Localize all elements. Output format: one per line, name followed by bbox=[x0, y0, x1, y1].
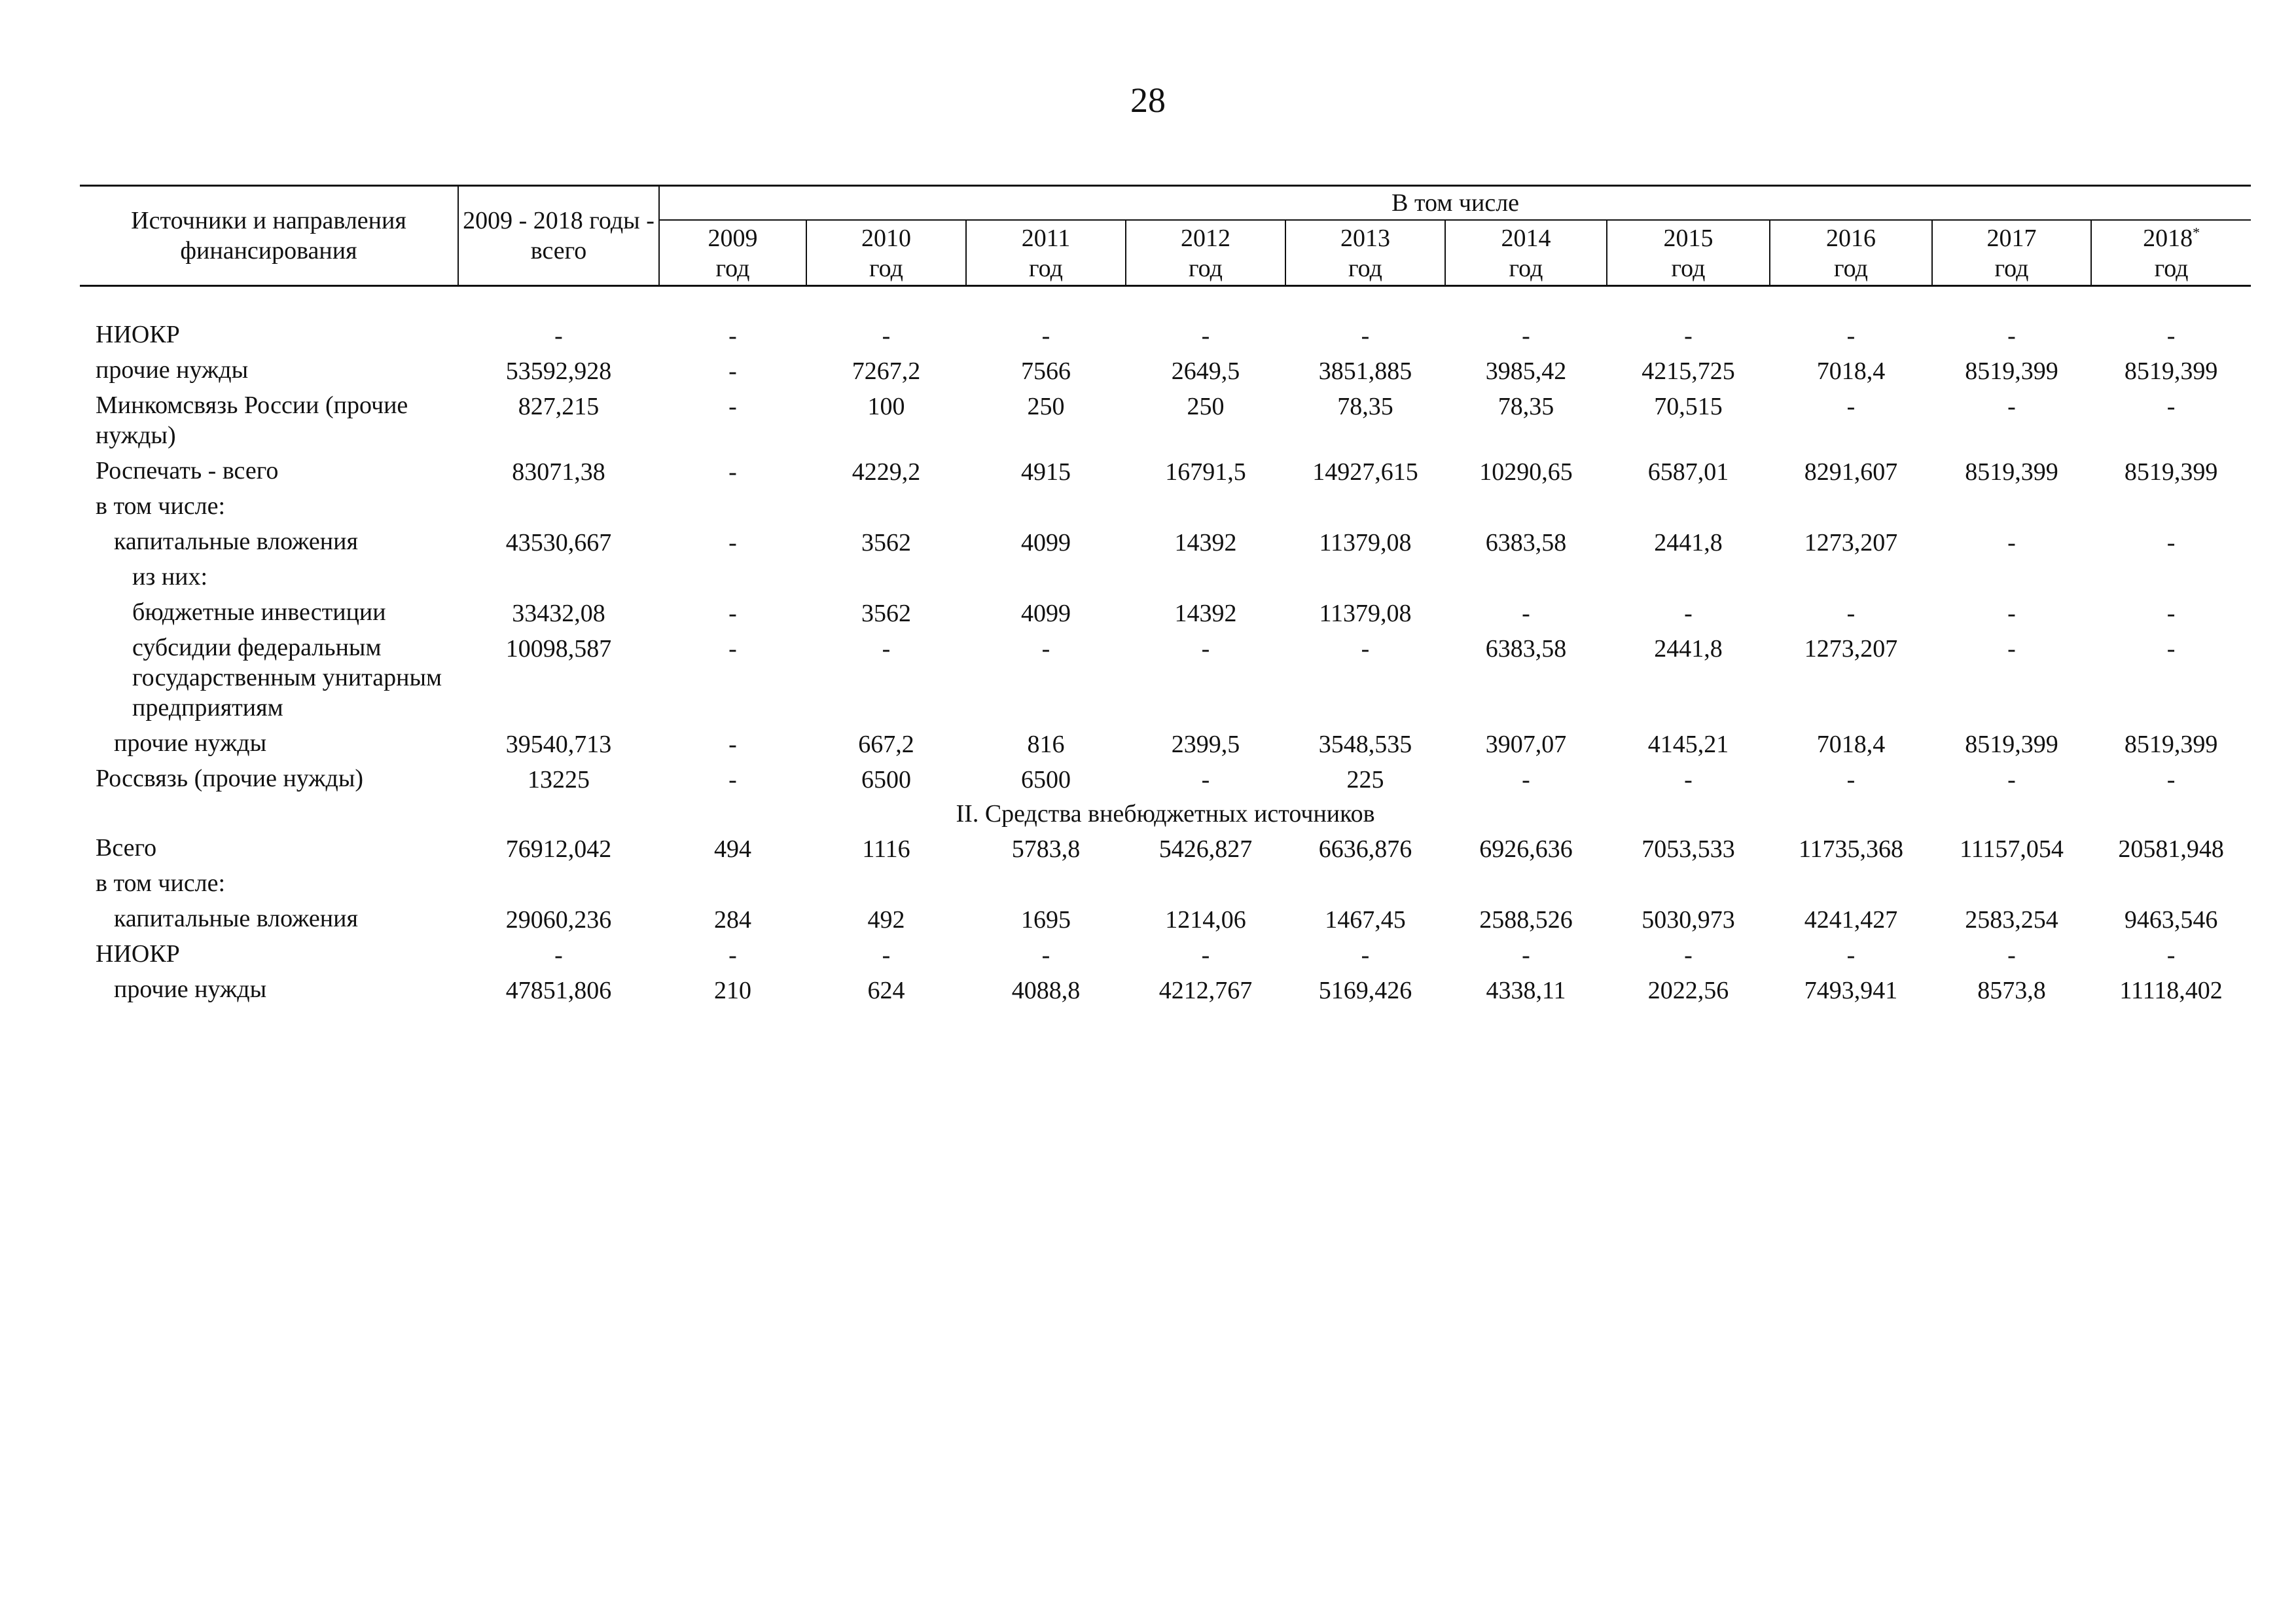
cell-year-2011: 4915 bbox=[1021, 458, 1071, 486]
cell-year-2018: 8519,399 bbox=[2124, 458, 2218, 486]
table-row bbox=[80, 629, 2251, 724]
cell-year-2009: - bbox=[728, 529, 737, 556]
cell-total: 83071,38 bbox=[512, 458, 605, 486]
cell-year-2011 bbox=[966, 487, 1126, 522]
cell-year-2012 bbox=[1126, 558, 1285, 593]
row-label: в том числе: bbox=[96, 869, 226, 897]
cell-year-2011: 4088,8 bbox=[1011, 977, 1081, 1004]
cell-year-2011 bbox=[966, 864, 1126, 900]
cell-year-2012: 14392 bbox=[1174, 529, 1237, 556]
header-year-label: 2010 bbox=[861, 225, 911, 252]
header-year-2017 bbox=[1932, 220, 2091, 253]
header-source: Источники и направления финансирования bbox=[80, 186, 458, 286]
cell-year-2017 bbox=[1932, 864, 2091, 900]
cell-year-2012: 2399,5 bbox=[1171, 731, 1240, 758]
cell-year-2017: - bbox=[2007, 393, 2016, 420]
cell-year-2013: 78,35 bbox=[1337, 393, 1393, 420]
cell-year-2012 bbox=[1126, 487, 1285, 522]
cell-total: - bbox=[554, 322, 563, 350]
cell-year-2013: 11379,08 bbox=[1319, 600, 1412, 627]
cell-year-2010 bbox=[806, 558, 966, 593]
cell-year-2010: 1116 bbox=[862, 835, 910, 863]
cell-year-2009: 494 bbox=[714, 835, 751, 863]
header-year-2009 bbox=[659, 220, 806, 253]
cell-year-2014 bbox=[1445, 864, 1607, 900]
cell-year-2014: 4338,11 bbox=[1486, 977, 1566, 1004]
cell-year-2017: 8519,399 bbox=[1965, 357, 2058, 385]
cell-year-2018: 8519,399 bbox=[2124, 357, 2218, 385]
cell-year-2011: 816 bbox=[1027, 731, 1065, 758]
cell-year-2013: 5169,426 bbox=[1318, 977, 1412, 1004]
cell-year-2009: - bbox=[728, 635, 737, 663]
cell-year-2016: - bbox=[1846, 941, 1856, 969]
table-row bbox=[80, 724, 2251, 759]
cell-year-2014: 3985,42 bbox=[1485, 357, 1567, 385]
page-number: 28 bbox=[1130, 81, 1166, 120]
cell-total: 43530,667 bbox=[505, 529, 612, 556]
table-header bbox=[80, 186, 2251, 286]
cell-year-2013: 3548,535 bbox=[1318, 731, 1412, 758]
cell-year-2018: 11118,402 bbox=[2119, 977, 2223, 1004]
cell-year-2014 bbox=[1445, 487, 1607, 522]
cell-year-2009 bbox=[659, 487, 806, 522]
cell-year-2017: - bbox=[2007, 635, 2016, 663]
header-year-label: 2012 bbox=[1181, 225, 1230, 252]
table-row bbox=[80, 864, 2251, 900]
row-label: НИОКР bbox=[96, 321, 180, 348]
header-year-label: 2011 bbox=[1021, 225, 1071, 252]
cell-year-2011: - bbox=[1041, 941, 1050, 969]
cell-year-2012: 1214,06 bbox=[1165, 906, 1246, 934]
header-year-label: 2015 bbox=[1663, 225, 1713, 252]
cell-year-2017: 8573,8 bbox=[1977, 977, 2046, 1004]
cell-year-2009: - bbox=[728, 731, 737, 758]
cell-year-2015 bbox=[1607, 487, 1770, 522]
cell-year-2013: 11379,08 bbox=[1319, 529, 1412, 556]
cell-year-2014: 6383,58 bbox=[1485, 529, 1567, 556]
cell-year-2016: 7018,4 bbox=[1816, 357, 1886, 385]
cell-year-2014: - bbox=[1522, 322, 1530, 350]
cell-total: 827,215 bbox=[518, 393, 600, 420]
cell-total: 39540,713 bbox=[505, 731, 612, 758]
row-label: Всего bbox=[96, 834, 157, 862]
cell-year-2013 bbox=[1285, 558, 1445, 593]
cell-year-2012: - bbox=[1201, 322, 1210, 350]
cell-year-2013 bbox=[1285, 487, 1445, 522]
cell-year-2018 bbox=[2091, 487, 2251, 522]
cell-year-2009: - bbox=[728, 600, 737, 627]
header-year-2015 bbox=[1607, 220, 1770, 253]
cell-year-2011: 7566 bbox=[1021, 357, 1071, 385]
header-year-2013 bbox=[1285, 220, 1445, 253]
cell-year-2015: - bbox=[1684, 600, 1693, 627]
cell-year-2010: 7267,2 bbox=[852, 357, 921, 385]
header-year-label: 2017 bbox=[1986, 225, 2037, 252]
cell-year-2015: 7053,533 bbox=[1641, 835, 1735, 863]
cell-total bbox=[458, 487, 659, 522]
cell-year-2010: 4229,2 bbox=[852, 458, 921, 486]
cell-year-2016: 4241,427 bbox=[1804, 906, 1898, 934]
cell-year-2018: - bbox=[2166, 635, 2176, 663]
cell-year-2013: 6636,876 bbox=[1318, 835, 1412, 863]
header-unit-2014: год bbox=[1445, 253, 1607, 286]
cell-year-2011: 5783,8 bbox=[1011, 835, 1081, 863]
table-row bbox=[80, 452, 2251, 487]
cell-year-2015: 2441,8 bbox=[1654, 635, 1723, 663]
cell-year-2018: - bbox=[2166, 766, 2176, 793]
cell-year-2009 bbox=[659, 558, 806, 593]
cell-year-2014: 78,35 bbox=[1498, 393, 1554, 420]
cell-year-2009 bbox=[659, 864, 806, 900]
row-label: прочие нужды bbox=[114, 976, 267, 1003]
cell-total: 33432,08 bbox=[512, 600, 605, 627]
header-year-label: 2016 bbox=[1826, 225, 1876, 252]
cell-year-2010 bbox=[806, 864, 966, 900]
row-label: Минкомсвязь России (прочие нужды) bbox=[96, 392, 408, 449]
section-row bbox=[80, 795, 2251, 829]
cell-total: 47851,806 bbox=[505, 977, 612, 1004]
cell-year-2016 bbox=[1770, 487, 1932, 522]
cell-year-2011: - bbox=[1041, 635, 1050, 663]
cell-year-2017 bbox=[1932, 558, 2091, 593]
row-label: прочие нужды bbox=[96, 356, 249, 384]
cell-year-2015: 2441,8 bbox=[1654, 529, 1723, 556]
cell-year-2018: - bbox=[2166, 529, 2176, 556]
header-total: 2009 - 2018 годы - всего bbox=[458, 186, 659, 286]
header-unit-2011: год bbox=[966, 253, 1126, 286]
header-year-label: 2009 bbox=[708, 225, 758, 252]
header-unit-2015: год bbox=[1607, 253, 1770, 286]
header-year-label: 2014 bbox=[1501, 225, 1551, 252]
cell-year-2018: - bbox=[2166, 393, 2176, 420]
cell-year-2012: 250 bbox=[1187, 393, 1225, 420]
cell-year-2012: - bbox=[1201, 941, 1210, 969]
cell-year-2018 bbox=[2091, 558, 2251, 593]
row-label: капитальные вложения bbox=[114, 528, 358, 555]
cell-total bbox=[458, 864, 659, 900]
cell-total: 13225 bbox=[528, 766, 590, 793]
cell-year-2012 bbox=[1126, 864, 1285, 900]
financing-table bbox=[80, 185, 2251, 1006]
cell-year-2013 bbox=[1285, 864, 1445, 900]
cell-year-2017: - bbox=[2007, 529, 2016, 556]
cell-year-2016: - bbox=[1846, 322, 1856, 350]
table-row bbox=[80, 900, 2251, 935]
row-label: капитальные вложения bbox=[114, 905, 358, 932]
header-unit-2018: год bbox=[2091, 253, 2251, 286]
row-label: субсидии федеральным государственным унитарным предприятиям bbox=[132, 634, 442, 721]
cell-year-2010: - bbox=[882, 635, 891, 663]
cell-year-2014 bbox=[1445, 558, 1607, 593]
cell-year-2016: 1273,207 bbox=[1804, 529, 1898, 556]
cell-year-2013: 3851,885 bbox=[1318, 357, 1412, 385]
cell-year-2018: 9463,546 bbox=[2124, 906, 2218, 934]
cell-year-2014: 3907,07 bbox=[1485, 731, 1567, 758]
cell-year-2013: 14927,615 bbox=[1312, 458, 1418, 486]
cell-year-2010: - bbox=[882, 941, 891, 969]
cell-year-2011: 4099 bbox=[1021, 529, 1071, 556]
cell-year-2016: 1273,207 bbox=[1804, 635, 1898, 663]
header-year-2014 bbox=[1445, 220, 1607, 253]
cell-year-2011: 6500 bbox=[1021, 766, 1071, 793]
cell-year-2009: - bbox=[728, 766, 737, 793]
cell-year-2009: - bbox=[728, 941, 737, 969]
cell-year-2016: 7018,4 bbox=[1816, 731, 1886, 758]
header-year-2016 bbox=[1770, 220, 1932, 253]
header-in-that-number: В том числе bbox=[659, 186, 2251, 221]
cell-year-2014: - bbox=[1522, 941, 1530, 969]
table-row bbox=[80, 970, 2251, 1006]
cell-total: 29060,236 bbox=[505, 906, 612, 934]
table-row bbox=[80, 351, 2251, 386]
cell-year-2015: 2022,56 bbox=[1647, 977, 1729, 1004]
cell-year-2010: 624 bbox=[867, 977, 905, 1004]
cell-year-2018: - bbox=[2166, 941, 2176, 969]
row-label: Роспечать - всего bbox=[96, 457, 279, 484]
header-year-2011 bbox=[966, 220, 1126, 253]
cell-year-2017: 2583,254 bbox=[1965, 906, 2058, 934]
cell-year-2015: 4215,725 bbox=[1641, 357, 1735, 385]
cell-total: 53592,928 bbox=[505, 357, 612, 385]
cell-year-2016: - bbox=[1846, 393, 1856, 420]
cell-year-2015: - bbox=[1684, 322, 1693, 350]
cell-year-2017: - bbox=[2007, 600, 2016, 627]
cell-year-2012: - bbox=[1201, 635, 1210, 663]
financing-table-container bbox=[80, 185, 2245, 1006]
cell-year-2017: - bbox=[2007, 766, 2016, 793]
cell-year-2018: - bbox=[2166, 600, 2176, 627]
cell-year-2011: - bbox=[1041, 322, 1050, 350]
cell-year-2016 bbox=[1770, 864, 1932, 900]
cell-year-2012: 16791,5 bbox=[1165, 458, 1246, 486]
cell-year-2009: - bbox=[728, 357, 737, 385]
spacer-row bbox=[80, 286, 2251, 316]
cell-year-2014: 6926,636 bbox=[1479, 835, 1573, 863]
footnote-mark: * bbox=[2193, 224, 2200, 241]
cell-year-2016 bbox=[1770, 558, 1932, 593]
header-year-label: 2018 bbox=[2143, 225, 2193, 252]
cell-year-2009: 284 bbox=[714, 906, 751, 934]
cell-year-2017: - bbox=[2007, 941, 2016, 969]
cell-total: 10098,587 bbox=[505, 635, 612, 663]
header-year-2018 bbox=[2091, 220, 2251, 253]
cell-year-2017: 11157,054 bbox=[1960, 835, 2064, 863]
table-row bbox=[80, 829, 2251, 864]
cell-year-2015: 5030,973 bbox=[1641, 906, 1735, 934]
row-label: из них: bbox=[132, 563, 208, 591]
row-label: прочие нужды bbox=[114, 729, 267, 757]
table-row bbox=[80, 386, 2251, 452]
cell-year-2013: 225 bbox=[1346, 766, 1384, 793]
header-unit-2010: год bbox=[806, 253, 966, 286]
cell-year-2016: - bbox=[1846, 766, 1856, 793]
cell-year-2018: 8519,399 bbox=[2124, 731, 2218, 758]
cell-year-2016: 7493,941 bbox=[1804, 977, 1898, 1004]
table-row bbox=[80, 759, 2251, 795]
table-body bbox=[80, 286, 2251, 1006]
cell-year-2018 bbox=[2091, 864, 2251, 900]
cell-year-2015: 6587,01 bbox=[1647, 458, 1729, 486]
cell-year-2018: - bbox=[2166, 322, 2176, 350]
cell-year-2011: 1695 bbox=[1021, 906, 1071, 934]
table-row bbox=[80, 558, 2251, 593]
cell-year-2014: 6383,58 bbox=[1485, 635, 1567, 663]
cell-year-2017: 8519,399 bbox=[1965, 731, 2058, 758]
cell-year-2017: 8519,399 bbox=[1965, 458, 2058, 486]
cell-total: 76912,042 bbox=[505, 835, 612, 863]
cell-year-2014: - bbox=[1522, 766, 1530, 793]
header-year-2012 bbox=[1126, 220, 1285, 253]
cell-year-2013: - bbox=[1361, 322, 1370, 350]
row-label: Россвязь (прочие нужды) bbox=[96, 765, 364, 792]
cell-year-2017 bbox=[1932, 487, 2091, 522]
cell-year-2014: 10290,65 bbox=[1479, 458, 1573, 486]
cell-year-2016: 8291,607 bbox=[1804, 458, 1898, 486]
cell-total: - bbox=[554, 941, 563, 969]
cell-year-2018: 20581,948 bbox=[2118, 835, 2224, 863]
cell-year-2012: 2649,5 bbox=[1171, 357, 1240, 385]
row-label: в том числе: bbox=[96, 492, 226, 520]
cell-year-2015: 70,515 bbox=[1654, 393, 1723, 420]
cell-year-2010: - bbox=[882, 322, 891, 350]
section-title: II. Средства внебюджетных источников bbox=[956, 800, 1375, 828]
cell-year-2016: - bbox=[1846, 600, 1856, 627]
cell-year-2010: 3562 bbox=[861, 600, 911, 627]
cell-year-2010: 667,2 bbox=[858, 731, 914, 758]
table-row bbox=[80, 522, 2251, 558]
cell-year-2012: - bbox=[1201, 766, 1210, 793]
cell-year-2012: 14392 bbox=[1174, 600, 1237, 627]
cell-year-2009: - bbox=[728, 322, 737, 350]
cell-year-2015 bbox=[1607, 558, 1770, 593]
header-unit-2016: год bbox=[1770, 253, 1932, 286]
cell-year-2011 bbox=[966, 558, 1126, 593]
table-row bbox=[80, 316, 2251, 351]
cell-year-2014: - bbox=[1522, 600, 1530, 627]
cell-year-2010: 6500 bbox=[861, 766, 911, 793]
table-row bbox=[80, 593, 2251, 629]
cell-total bbox=[458, 558, 659, 593]
cell-year-2014: 2588,526 bbox=[1479, 906, 1573, 934]
cell-year-2009: 210 bbox=[714, 977, 751, 1004]
cell-year-2017: - bbox=[2007, 322, 2016, 350]
table-row bbox=[80, 487, 2251, 522]
cell-year-2010: 100 bbox=[867, 393, 905, 420]
cell-year-2015: - bbox=[1684, 941, 1693, 969]
header-year-2010 bbox=[806, 220, 966, 253]
row-label: НИОКР bbox=[96, 940, 180, 968]
row-label: бюджетные инвестиции bbox=[132, 598, 386, 626]
cell-year-2015: - bbox=[1684, 766, 1693, 793]
cell-year-2012: 4212,767 bbox=[1158, 977, 1253, 1004]
cell-year-2016: 11735,368 bbox=[1798, 835, 1904, 863]
cell-year-2013: 1467,45 bbox=[1325, 906, 1406, 934]
cell-year-2015 bbox=[1607, 864, 1770, 900]
cell-year-2011: 4099 bbox=[1021, 600, 1071, 627]
cell-year-2010: 3562 bbox=[861, 529, 911, 556]
cell-year-2013: - bbox=[1361, 635, 1370, 663]
table-row bbox=[80, 935, 2251, 970]
header-year-label: 2013 bbox=[1340, 225, 1390, 252]
cell-year-2009: - bbox=[728, 393, 737, 420]
header-unit-2013: год bbox=[1285, 253, 1445, 286]
cell-year-2009: - bbox=[728, 458, 737, 486]
header-unit-2017: год bbox=[1932, 253, 2091, 286]
header-unit-2012: год bbox=[1126, 253, 1285, 286]
header-unit-2009: год bbox=[659, 253, 806, 286]
cell-year-2010 bbox=[806, 487, 966, 522]
cell-year-2011: 250 bbox=[1027, 393, 1065, 420]
cell-year-2015: 4145,21 bbox=[1647, 731, 1729, 758]
cell-year-2010: 492 bbox=[867, 906, 905, 934]
cell-year-2013: - bbox=[1361, 941, 1370, 969]
cell-year-2012: 5426,827 bbox=[1158, 835, 1253, 863]
